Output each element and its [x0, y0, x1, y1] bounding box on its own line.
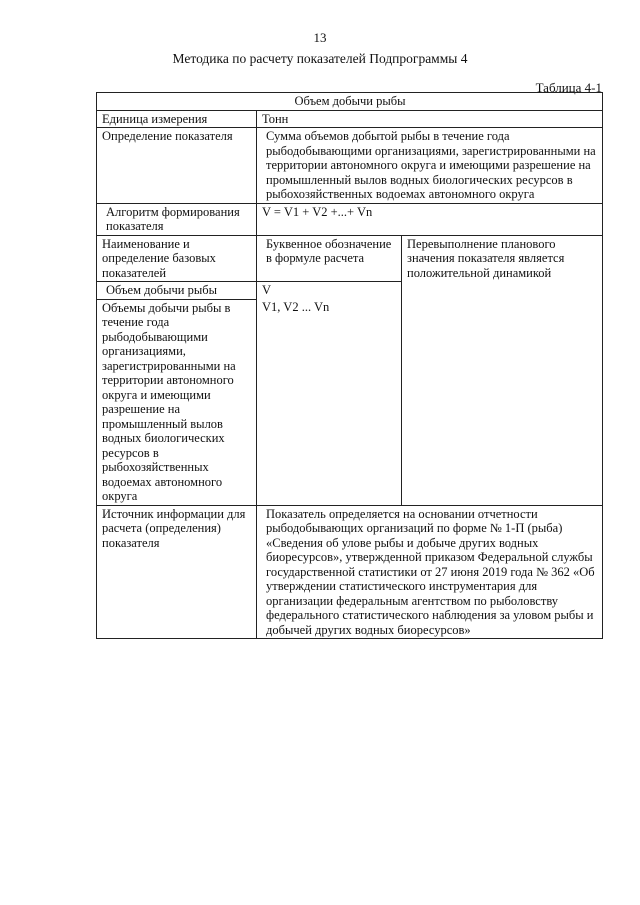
table-heading-row	[97, 93, 603, 111]
base-name-header: Наименование и определение базовых показателей	[97, 235, 257, 282]
definition-value: Сумма объемов добытой рыбы в течение года рыбодобывающими организациями, зарегистрированными на территории автономного округа и имеющими разрешение на промышленный вылов водных биологических ресурсов в рыбохозяйственных водоемах автономного округа	[257, 128, 603, 204]
base-symbol-header: Буквенное обозначение в формуле расчета	[257, 235, 402, 282]
algorithm-label: Алгоритм формирования показателя	[97, 203, 257, 235]
source-row	[97, 505, 603, 639]
base-row-name: Объем добычи рыбы	[97, 282, 257, 300]
unit-label: Единица измерения	[97, 110, 257, 128]
definition-label: Определение показателя	[97, 128, 257, 204]
source-value: Показатель определяется на основании отчетности рыбодобывающих организаций по форме № 1-П (рыба) «Сведения об улове рыбы и добыче других водных биоресурсов», утвержденной приказом Федеральной службы государственной статистики от 27 июня 2019 года № 362 «Об утверждении статистического инструментария для организации федеральным агентством по рыболовству федерального статистического наблюдения за уловом рыбы и добычей других водных биоресурсов»	[257, 505, 603, 639]
indicator-table	[96, 92, 603, 639]
unit-value: Тонн	[257, 110, 603, 128]
document-title: Методика по расчету показателей Подпрограммы 4	[172, 51, 468, 66]
base-note: Перевыполнение планового значения показателя является положительной динамикой	[402, 235, 603, 505]
table-label: Таблица 4-1	[535, 80, 602, 95]
base-row-symbol: V1, V2 ... Vn	[257, 299, 402, 505]
base-row-symbol: V	[257, 282, 402, 300]
algorithm-formula: V = V1 + V2 +...+ Vn	[257, 203, 603, 235]
base-header-row	[97, 235, 603, 282]
table-heading: Объем добычи рыбы	[97, 93, 603, 111]
unit-row	[97, 110, 603, 128]
algorithm-row	[97, 203, 603, 235]
page-number: 13	[313, 30, 327, 45]
base-row-name: Объемы добычи рыбы в течение года рыбодобывающими организациями, зарегистрированными на территории автономного округа и имеющими разрешение на промышленный вылов водных биологических ресурсов в рыбохозяйственных водоемах автономного округа	[97, 299, 257, 505]
definition-row	[97, 128, 603, 204]
source-label: Источник информации для расчета (определения) показателя	[97, 505, 257, 639]
